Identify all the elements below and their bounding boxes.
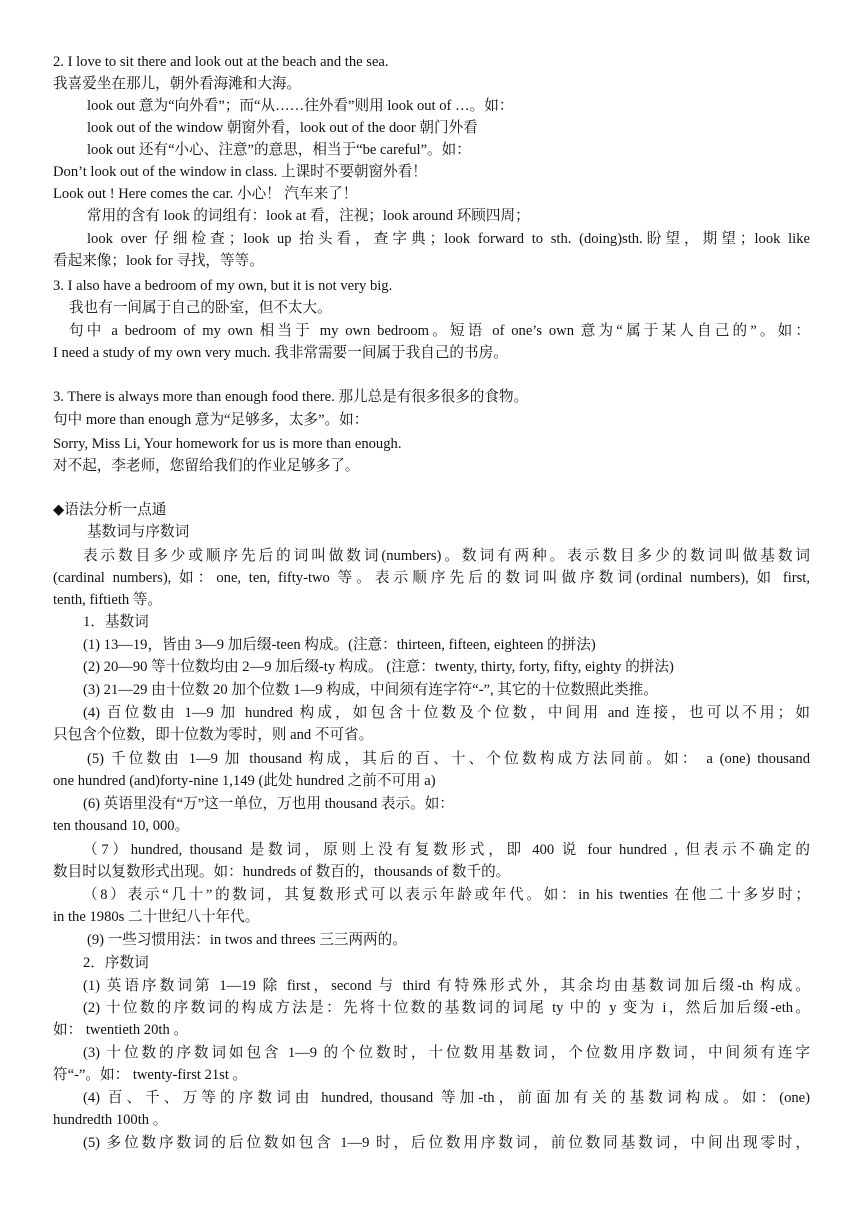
text-line: tenth, fiftieth 等。 bbox=[53, 592, 163, 608]
text-line: Don’t look out of the window in class. 上课时不要朝窗外看！ bbox=[53, 164, 427, 180]
text-line: 只包含个位数，即十位数为零时，则 and 不可省。 bbox=[53, 727, 374, 743]
text-line: (6) 英语里没有“万”这一单位，万也用 thousand 表示。如： bbox=[83, 796, 454, 812]
text-line: I need a study of my own very much. 我非常需要一间属于我自己的书房。 bbox=[53, 345, 508, 361]
text-line: (2) 十位数的序数词的构成方法是：先将十位数的基数词的词尾 ty 中的 y 变为 i，然后加后缀-eth。 bbox=[83, 1000, 810, 1016]
text-line: (2) 20—90 等十位数均由 2—9 加后缀-ty 构成。 (注意：twenty, thirty, forty, fifty, eighty 的拼法) bbox=[83, 659, 674, 675]
text-line: look out of the window 朝窗外看，look out of the door 朝门外看 bbox=[87, 120, 478, 136]
text-line: 1．基数词 bbox=[83, 614, 149, 630]
text-line: (3) 21—29 由十位数 20 加个位数 1—9 构成，中间须有连字符“-”, 其它的十位数照此类推。 bbox=[83, 682, 658, 698]
text-line: look over 仔细检查；look up 抬头看，查字典；look forward to sth. (doing)sth.盼望，期望；look like bbox=[87, 231, 810, 247]
text-line: 3. I also have a bedroom of my own, but it is not very big. bbox=[53, 278, 393, 294]
text-line: 常用的含有 look 的词组有：look at 看，注视；look around 环顾四周； bbox=[87, 208, 530, 224]
text-line: one hundred (and)forty-nine 1,149 (此处 hundred 之前不可用 a) bbox=[53, 773, 436, 789]
text-line: （8）表示“几十”的数词，其复数形式可以表示年龄或年代。如：in his twenties 在他二十多岁时； bbox=[83, 887, 810, 903]
text-line: 我也有一间属于自己的卧室，但不太大。 bbox=[69, 300, 332, 316]
text-line: hundredth 100th 。 bbox=[53, 1112, 168, 1128]
text-line: 句中 a bedroom of my own 相当于 my own bedroom。短语 of one’s own 意为“属于某人自己的”。如： bbox=[69, 323, 810, 339]
text-line: 数目时以复数形式出现。如：hundreds of 数百的，thousands of 数千的。 bbox=[53, 864, 511, 880]
text-line: (1) 13—19，皆由 3—9 加后缀-teen 构成。(注意：thirteen, fifteen, eighteen 的拼法) bbox=[83, 637, 596, 653]
text-line: Sorry, Miss Li, Your homework for us is more than enough. bbox=[53, 436, 402, 452]
text-line: ◆语法分析一点通 bbox=[53, 502, 167, 518]
text-line: (5) 多位数序数词的后位数如包含 1—9 时，后位数用序数词，前位数同基数词，中间出现零时， bbox=[83, 1135, 810, 1151]
text-line: 表示数目多少或顺序先后的词叫做数词(numbers)。数词有两种。表示数目多少的数词叫做基数词 bbox=[83, 548, 810, 564]
text-line: (4) 百、千、万等的序数词由 hundred, thousand 等加-th，前面加有关的基数词构成。如：(one) bbox=[83, 1090, 810, 1106]
text-line: 如： twentieth 20th 。 bbox=[53, 1022, 188, 1038]
text-line: (3) 十位数的序数词如包含 1—9 的个位数时，十位数用基数词，个位数用序数词，中间须有连字 bbox=[83, 1045, 810, 1061]
text-line: 2．序数词 bbox=[83, 955, 149, 971]
text-line: (4) 百位数由 1—9 加 hundred 构成，如包含十位数及个位数，中间用 and 连接，也可以不用；如 bbox=[83, 705, 810, 721]
text-line: 句中 more than enough 意为“足够多，太多”。如： bbox=[53, 412, 369, 428]
text-line: （7）hundred, thousand 是数词，原则上没有复数形式，即 400 说 four hundred , 但表示不确定的 bbox=[83, 842, 810, 858]
text-line: Look out ! Here comes the car. 小心！ 汽车来了！ bbox=[53, 186, 358, 202]
text-line: (cardinal numbers), 如：one, ten, fifty-two 等。表示顺序先后的数词叫做序数词(ordinal numbers), 如 first, bbox=[53, 570, 810, 586]
text-line: 基数词与序数词 bbox=[87, 524, 190, 540]
text-line: 我喜爱坐在那儿，朝外看海滩和大海。 bbox=[53, 76, 302, 92]
text-line: look out 还有“小心、注意”的意思，相当于“be careful”。如： bbox=[87, 142, 471, 158]
text-line: 3. There is always more than enough food there. 那儿总是有很多很多的食物。 bbox=[53, 389, 529, 405]
text-line: 符“-”。如： twenty-first 21st 。 bbox=[53, 1067, 248, 1083]
text-line: (5) 千位数由 1—9 加 thousand 构成，其后的百、十、个位数构成方法同前。如： a (one) thousand bbox=[87, 751, 810, 767]
text-line: (1) 英语序数词第 1—19 除 first，second 与 third 有特殊形式外，其余均由基数词加后缀-th 构成。 bbox=[83, 978, 810, 994]
text-line: 2. I love to sit there and look out at the beach and the sea. bbox=[53, 54, 389, 70]
text-line: (9) 一些习惯用法：in twos and threes 三三两两的。 bbox=[87, 932, 407, 948]
text-line: 看起来像；look for 寻找，等等。 bbox=[53, 253, 264, 269]
text-line: in the 1980s 二十世纪八十年代。 bbox=[53, 909, 260, 925]
text-line: look out 意为“向外看”；而“从……往外看”则用 look out of …。如： bbox=[87, 98, 514, 114]
text-line: ten thousand 10, 000。 bbox=[53, 818, 190, 834]
text-line: 对不起，李老师，您留给我们的作业足够多了。 bbox=[53, 458, 360, 474]
